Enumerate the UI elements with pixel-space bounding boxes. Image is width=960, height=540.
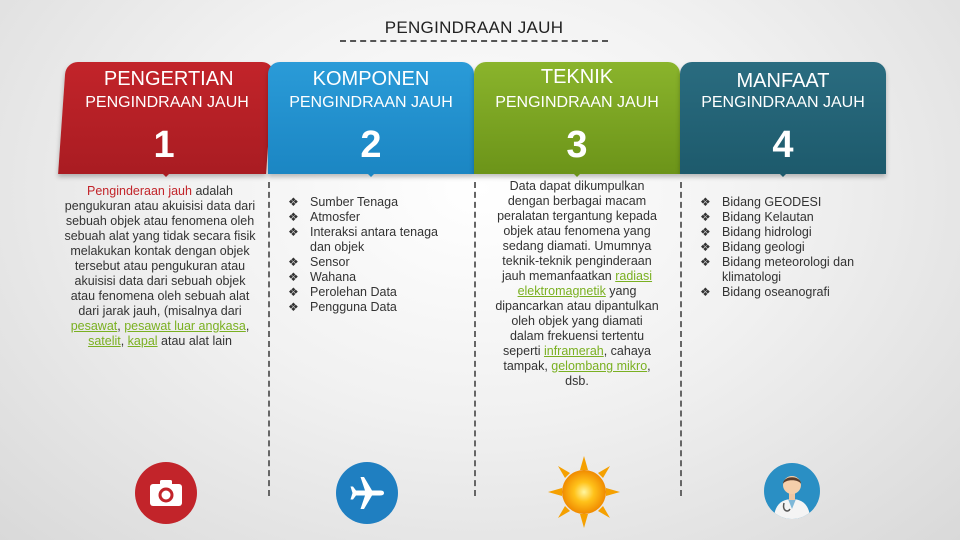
list-item: ❖ Perolehan Data <box>288 285 438 300</box>
card-number: 3 <box>566 124 588 166</box>
list-item: ❖ Interaksi antara tenaga dan objek <box>288 225 438 255</box>
link-inframerah[interactable]: inframerah <box>543 344 604 358</box>
list-item: ❖ Atmosfer <box>288 210 438 225</box>
separator: , <box>245 319 250 333</box>
teknik-body: Data dapat dikumpulkan dengan berbagai macam peralatan tergantung kepada objek atau fenomena yang sedang diamati. Umumnya teknik-teknik penginderaan jauh memanfaatkan <box>497 179 657 283</box>
card-subtitle: PENGINDRAAN JAUH <box>701 94 865 111</box>
separator: , <box>117 319 125 333</box>
manfaat-list-wrapper <box>700 195 878 300</box>
card-title: KOMPONEN <box>312 68 430 90</box>
airplane-icon <box>336 462 398 524</box>
doctor-icon <box>764 463 820 519</box>
camera-icon <box>135 462 197 524</box>
page-title: PENGINDRAAN JAUH <box>384 18 564 37</box>
list-item: ❖ Bidang oseanografi <box>700 285 878 300</box>
card-pointer <box>159 170 173 177</box>
list-item: ❖ Pengguna Data <box>288 300 438 315</box>
list-item: ❖ Bidang geologi <box>700 240 878 255</box>
teknik-text <box>494 179 660 389</box>
column-divider <box>680 182 682 496</box>
list-item: ❖ Bidang Kelautan <box>700 210 878 225</box>
list-item: ❖ Sumber Tenaga <box>288 195 438 210</box>
card-pointer <box>776 170 790 177</box>
card-title: PENGERTIAN <box>103 68 234 90</box>
card-pengertian <box>58 62 274 174</box>
list-item: ❖ Bidang hidrologi <box>700 225 878 240</box>
teknik-body: , cahaya tampak, <box>503 344 651 373</box>
link-satelit[interactable]: satelit <box>88 334 121 348</box>
card-title: TEKNIK <box>540 66 614 88</box>
link-pesawat[interactable]: pesawat <box>70 319 118 333</box>
column-divider <box>268 182 270 496</box>
link-pesawat-luar-angkasa[interactable]: pesawat luar angkasa <box>124 319 246 333</box>
card-teknik <box>474 62 680 174</box>
title-underline <box>340 40 608 42</box>
pengertian-tail: atau alat lain <box>157 334 232 348</box>
sun-icon <box>548 456 620 528</box>
komponen-list <box>288 195 438 315</box>
teknik-body: yang dipancarkan atau dipantulkan oleh objek yang diamati dalam frekuensi tertentu seperti <box>495 284 659 358</box>
teknik-body: , dsb. <box>565 359 651 388</box>
card-pointer <box>570 170 584 177</box>
card-subtitle: PENGINDRAAN JAUH <box>85 94 249 111</box>
link-kapal[interactable]: kapal <box>127 334 158 348</box>
card-number: 2 <box>360 124 382 166</box>
komponen-list-wrapper <box>288 195 438 315</box>
card-title: MANFAAT <box>736 70 830 92</box>
card-komponen <box>268 62 474 174</box>
column-divider <box>474 182 476 496</box>
card-number: 4 <box>772 124 794 166</box>
card-subtitle: PENGINDRAAN JAUH <box>289 94 453 111</box>
link-radiasi-elektromagnetik[interactable]: radiasi elektromagnetik <box>517 269 653 298</box>
link-gelombang-mikro[interactable]: gelombang mikro <box>551 359 648 373</box>
manfaat-list <box>700 195 878 300</box>
list-item: ❖ Sensor <box>288 255 438 270</box>
list-item: ❖ Bidang meteorologi dan klimatologi <box>700 255 878 285</box>
card-manfaat <box>680 62 886 174</box>
list-item: ❖ Wahana <box>288 270 438 285</box>
separator: , <box>120 334 128 348</box>
card-subtitle: PENGINDRAAN JAUH <box>495 94 659 111</box>
pengertian-term: Penginderaan jauh <box>87 184 192 198</box>
pengertian-text <box>64 184 256 349</box>
list-item: ❖ Bidang GEODESI <box>700 195 878 210</box>
pengertian-body: adalah pengukuran atau akuisisi data dari sebuah objek atau fenomena oleh sebuah alat yang tidak secara fisik melakukan kontak dengan objek tersebut atau pengukuran atau akuisisi data dari sebuah objek atau fenomena oleh sebuah alat dari jarak jauh, (misalnya dari <box>64 184 256 318</box>
card-number: 1 <box>153 124 175 166</box>
card-pointer <box>364 170 378 177</box>
